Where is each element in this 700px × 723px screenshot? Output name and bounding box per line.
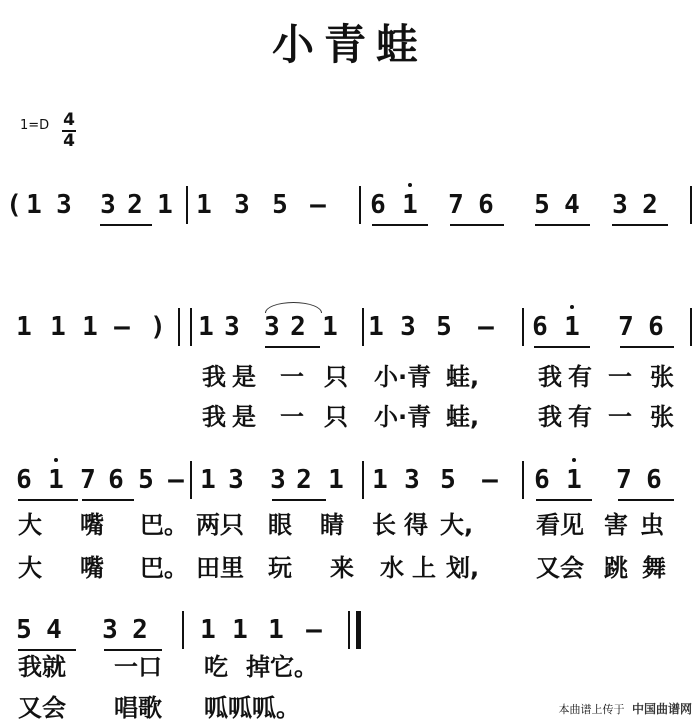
tie-arc	[265, 302, 322, 313]
beam-line	[534, 346, 590, 348]
lyric-word: 只	[324, 403, 348, 431]
note: 3	[100, 190, 116, 220]
note: 6	[370, 190, 386, 220]
beam-line	[372, 224, 428, 226]
lyric-word: 张	[650, 363, 674, 391]
barline	[359, 186, 361, 224]
lyric-word: 长	[372, 511, 396, 539]
lyric-word: 两只	[196, 511, 244, 539]
beam-line	[18, 649, 76, 651]
lyric-word: 掉它。	[246, 653, 318, 681]
beam-line	[265, 346, 320, 348]
note: 1	[328, 465, 344, 495]
note: 3	[228, 465, 244, 495]
lyric-word: 害	[604, 511, 628, 539]
time-signature-denominator: 4	[63, 131, 75, 151]
note: 1	[368, 312, 384, 342]
time-signature-numerator: 4	[63, 110, 75, 130]
song-title: 小青蛙	[271, 20, 428, 69]
lyric-word: 小·青	[374, 363, 432, 391]
note: 1	[26, 190, 42, 220]
lyric-word: 嘴	[80, 511, 104, 539]
lyric-word: 玩	[268, 554, 292, 582]
note: 1	[50, 312, 66, 342]
note: 6	[532, 312, 548, 342]
barline	[522, 461, 524, 499]
lyric-word: 小·青	[374, 403, 432, 431]
barline	[362, 461, 364, 499]
beam-line	[104, 649, 162, 651]
beam-line	[536, 499, 592, 501]
lyric-word: 我	[202, 403, 226, 431]
lyric-word: 有	[568, 403, 592, 431]
lyric-word: 张	[650, 403, 674, 431]
lyric-word: 大	[18, 554, 42, 582]
lyric-word: 睛	[320, 511, 344, 539]
lyric-word: 巴。	[140, 554, 188, 582]
note: 2	[642, 190, 658, 220]
note: 3	[102, 615, 118, 645]
note: 3	[400, 312, 416, 342]
note: 6	[108, 465, 124, 495]
lyric-word: 上	[412, 554, 436, 582]
lyric-word: 我	[538, 363, 562, 391]
note: (	[6, 190, 22, 220]
lyric-word: 我	[538, 403, 562, 431]
note: 3	[56, 190, 72, 220]
lyric-word: 巴。	[140, 511, 188, 539]
lyric-word: 一	[280, 403, 304, 431]
beam-line	[100, 224, 152, 226]
note: 3	[612, 190, 628, 220]
note: 1	[200, 465, 216, 495]
score-row	[0, 190, 700, 250]
note: 5	[16, 615, 32, 645]
score-row	[0, 312, 700, 431]
note: 1	[200, 615, 216, 645]
lyric-word: 一	[280, 363, 304, 391]
barline	[522, 308, 524, 346]
note: 5	[436, 312, 452, 342]
lyric-word: 一	[608, 403, 632, 431]
note: 1	[563, 465, 585, 495]
barline	[186, 186, 188, 224]
note: 6	[648, 312, 664, 342]
note: 5	[272, 190, 288, 220]
note: 4	[46, 615, 62, 645]
note: 3	[270, 465, 286, 495]
footer-brand: 中国曲谱网	[631, 702, 692, 716]
lyric-word: 来	[330, 554, 354, 582]
beam-line	[450, 224, 504, 226]
note: 1	[16, 312, 32, 342]
note: 7	[616, 465, 632, 495]
beam-line	[272, 499, 326, 501]
lyric-word: 大	[18, 511, 42, 539]
note: 2	[127, 190, 143, 220]
lyric-word: 划,	[446, 554, 480, 582]
score-row	[0, 465, 700, 582]
lyric-word: 我	[202, 363, 226, 391]
note: –	[114, 312, 130, 342]
beam-line	[620, 346, 674, 348]
note: –	[306, 615, 322, 645]
barline	[190, 308, 192, 346]
note: 3	[404, 465, 420, 495]
key-signature: 1=D	[20, 118, 50, 133]
note: 1	[561, 312, 583, 342]
note: 1	[82, 312, 98, 342]
lyric-word: 眼	[268, 511, 292, 539]
note: 5	[440, 465, 456, 495]
lyric-word: 又会	[18, 694, 66, 722]
note: 3	[224, 312, 240, 342]
footer	[558, 700, 692, 717]
note: )	[150, 312, 166, 342]
lyric-word: 是	[232, 363, 256, 391]
note: 1	[198, 312, 214, 342]
note: 7	[80, 465, 96, 495]
lyric-word: 蛙,	[446, 363, 480, 391]
time-signature	[62, 112, 76, 150]
lyric-word: 是	[232, 403, 256, 431]
lyric-word: 一	[608, 363, 632, 391]
barline	[348, 611, 350, 649]
final-barline	[356, 611, 361, 649]
note: 1	[268, 615, 284, 645]
note: 1	[157, 190, 173, 220]
barline	[690, 308, 692, 346]
beam-line	[18, 499, 78, 501]
lyric-word: 只	[324, 363, 348, 391]
note: 2	[290, 312, 306, 342]
beam-line	[82, 499, 134, 501]
barline	[362, 308, 364, 346]
note: 1	[196, 190, 212, 220]
note: 6	[646, 465, 662, 495]
note: 1	[372, 465, 388, 495]
note: 7	[618, 312, 634, 342]
beam-line	[612, 224, 668, 226]
lyric-word: 又会	[536, 554, 584, 582]
barline	[690, 186, 692, 224]
note: 1	[232, 615, 248, 645]
lyric-word: 嘴	[80, 554, 104, 582]
note: 5	[534, 190, 550, 220]
lyric-word: 跳	[604, 554, 628, 582]
lyric-word: 看见	[536, 511, 584, 539]
lyric-word: 虫	[640, 511, 664, 539]
lyric-word: 吃	[204, 653, 228, 681]
lyric-word: 呱呱呱。	[204, 694, 300, 722]
lyric-word: 水	[380, 554, 404, 582]
note: –	[478, 312, 494, 342]
lyric-word: 一口	[114, 653, 162, 681]
note: 7	[448, 190, 464, 220]
note: 2	[296, 465, 312, 495]
beam-line	[535, 224, 590, 226]
note: 3	[264, 312, 280, 342]
note: 6	[478, 190, 494, 220]
note: 3	[234, 190, 250, 220]
note: 2	[132, 615, 148, 645]
note: 5	[138, 465, 154, 495]
footer-text: 本曲谱上传于	[558, 703, 625, 716]
lyric-word: 田里	[196, 554, 244, 582]
lyric-word: 舞	[642, 554, 666, 582]
lyric-word: 唱歌	[114, 694, 162, 722]
lyric-word: 大,	[440, 511, 474, 539]
note: 4	[564, 190, 580, 220]
barline	[182, 611, 184, 649]
note: 1	[45, 465, 67, 495]
beam-line	[618, 499, 674, 501]
note: 1	[322, 312, 338, 342]
note: –	[482, 465, 498, 495]
note: –	[168, 465, 184, 495]
lyric-word: 得	[404, 511, 428, 539]
note: 6	[534, 465, 550, 495]
note: 1	[399, 190, 421, 220]
lyric-word: 蛙,	[446, 403, 480, 431]
barline	[178, 308, 180, 346]
note: –	[310, 190, 326, 220]
lyric-word: 有	[568, 363, 592, 391]
barline	[190, 461, 192, 499]
lyric-word: 我就	[18, 653, 66, 681]
note: 6	[16, 465, 32, 495]
